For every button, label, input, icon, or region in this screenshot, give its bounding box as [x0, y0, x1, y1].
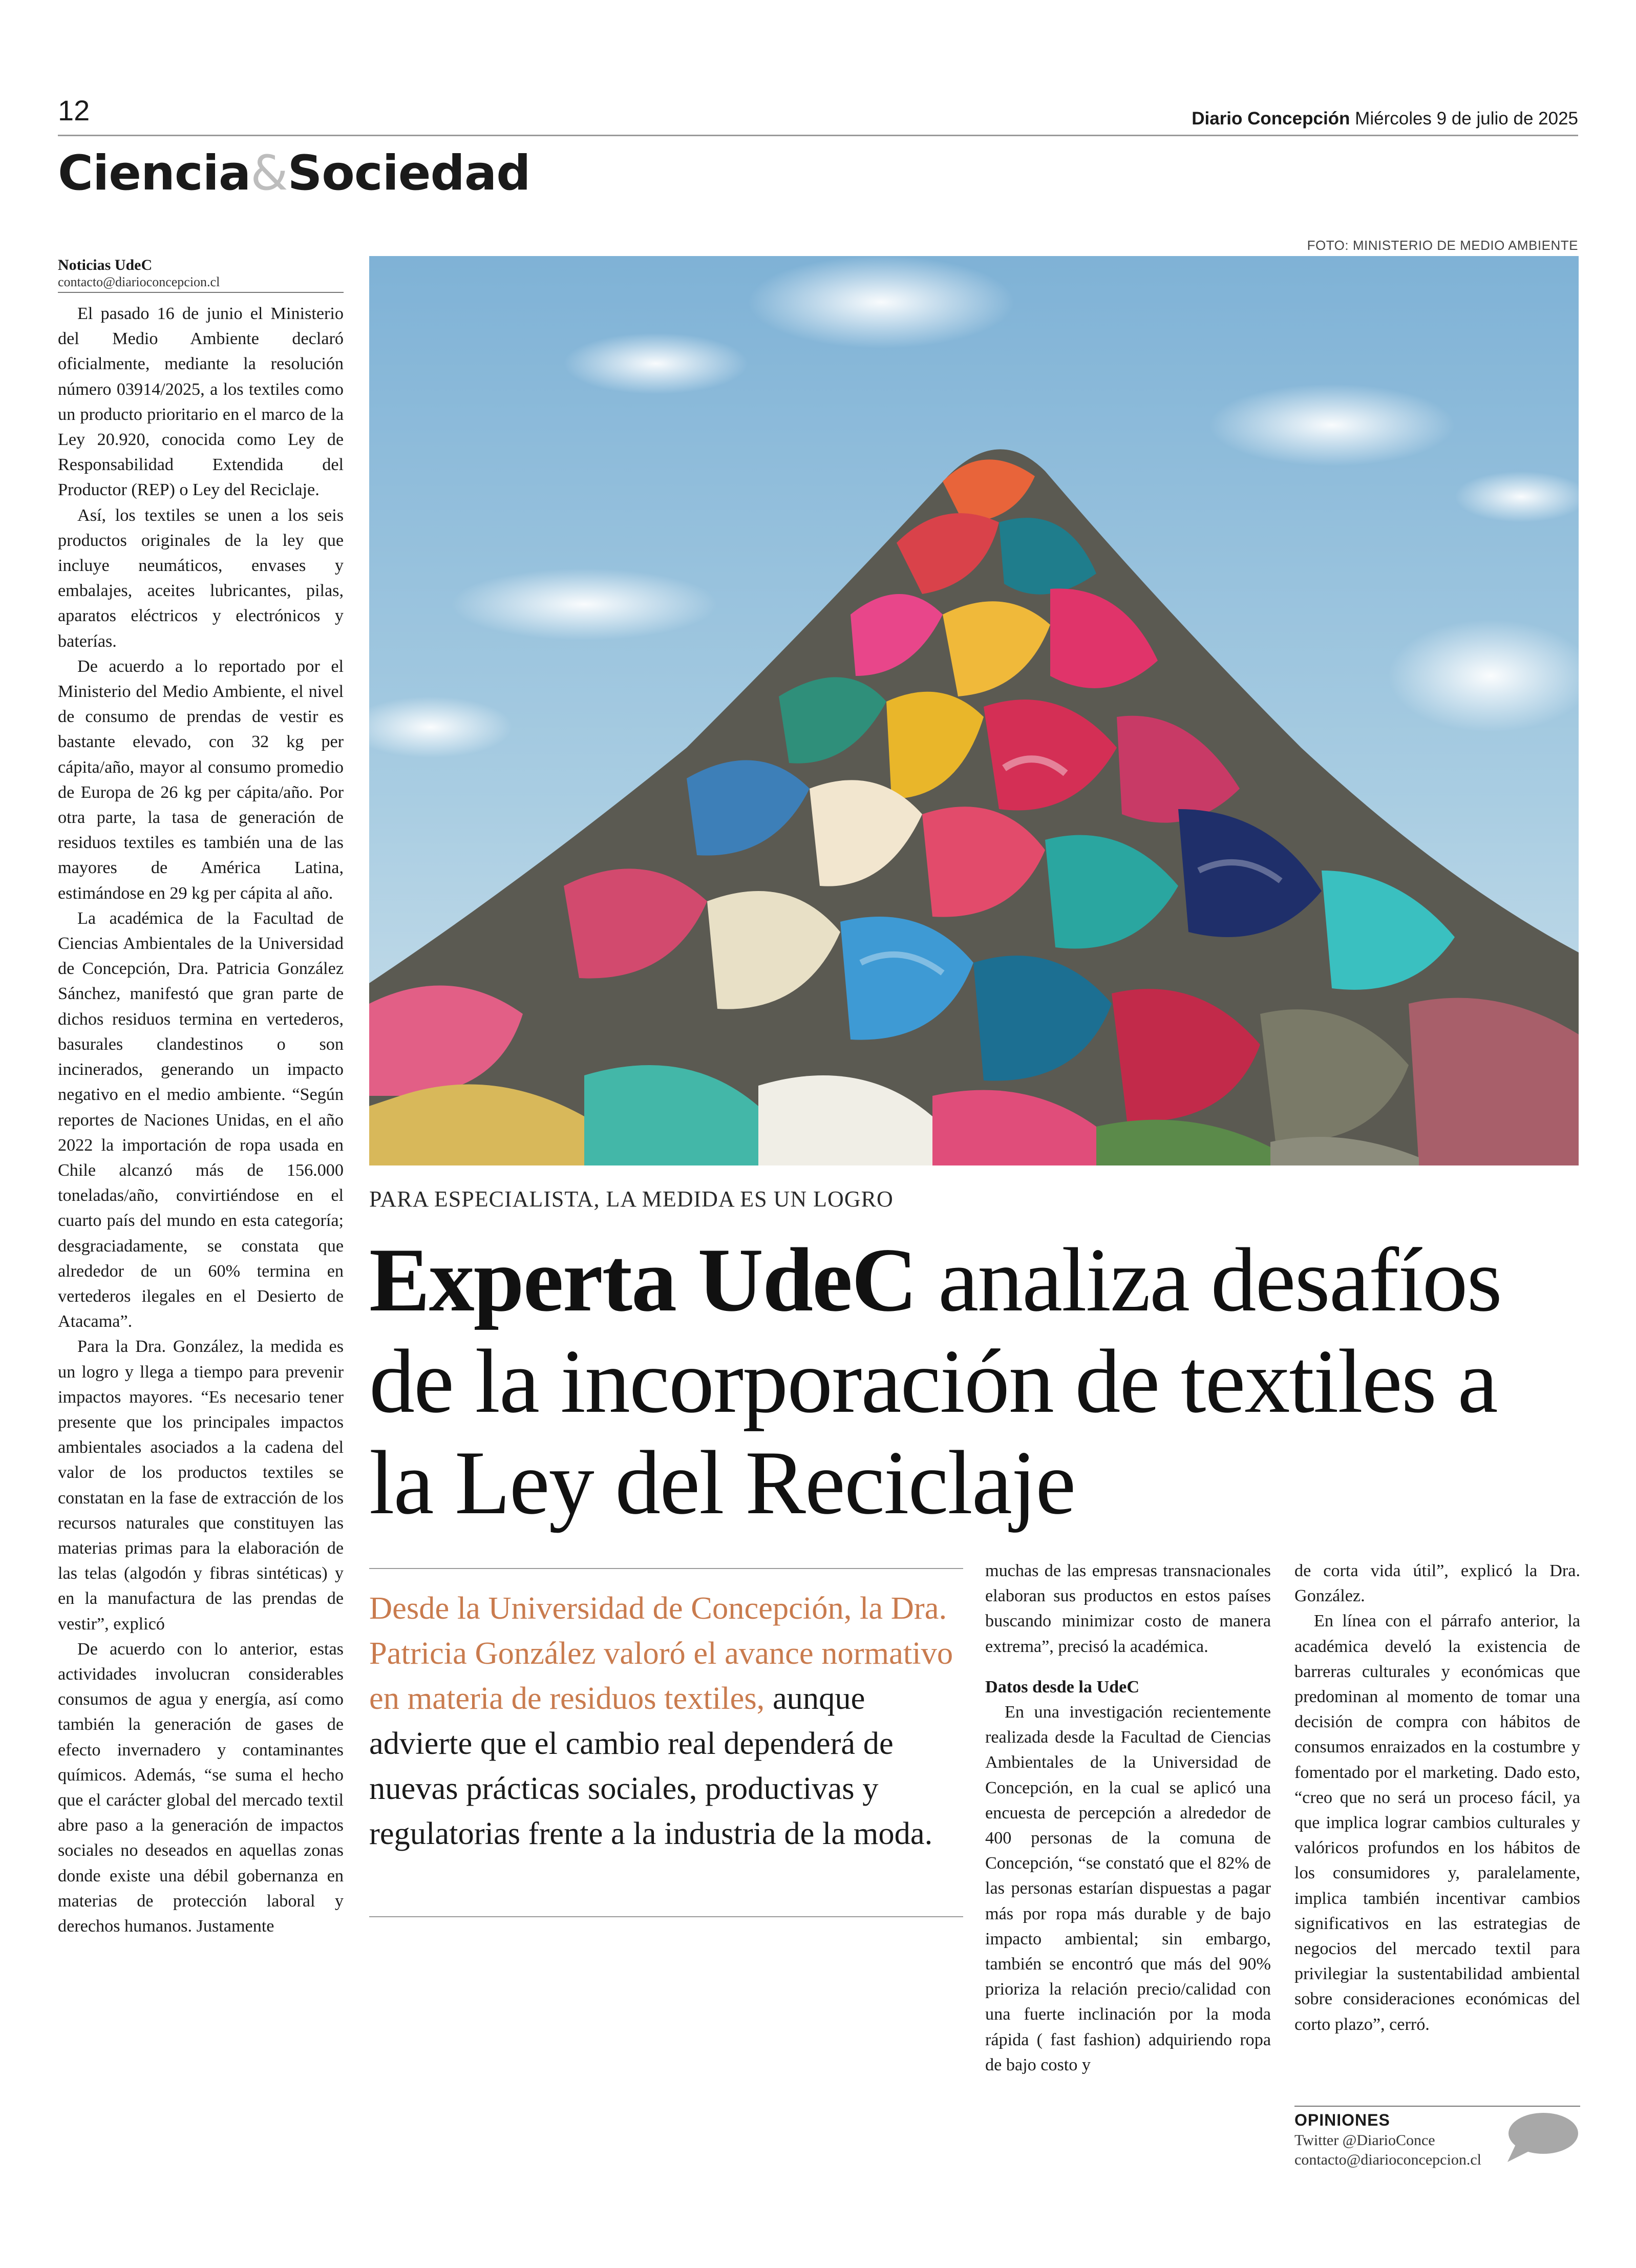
section-ampersand: &: [250, 145, 288, 201]
paragraph: De acuerdo a lo reportado por el Ministerio del Medio Ambiente, el nivel de consumo de prendas de vestir es bastante elevado, con 32 kg per cápita/año, mayor al consumo promedio de Europa de 26 kg per cápita/año. Por otra parte, la tasa de generación de residuos textiles es también una de las mayores de América Latina, estimándose en 29 kg per cápita al año.: [58, 656, 344, 903]
headline-bold: Experta UdeC: [369, 1229, 917, 1330]
issue-date: Miércoles 9 de julio de 2025: [1355, 109, 1578, 129]
paragraph: de corta vida útil”, explicó la Dra. González.: [1294, 1561, 1580, 1606]
paragraph: De acuerdo con lo anterior, estas actividades involucran considerables consumos de agua y energía, así como también la generación de gases de efecto invernadero y contaminantes químicos. Además, “se suma el hecho que el carácter global del mercado textil abre paso a la generación de impactos sociales no deseados en aquellas zonas donde existe una débil gobernanza en materias de protección laboral y derechos humanos. Justamente: [58, 1639, 344, 1936]
paragraph: El pasado 16 de junio el Ministerio del Medio Ambiente declaró oficialmente, mediante la resolución número 03914/2025, a los textiles como un producto prioritario en el marco de la Ley 20.920, conocida como Ley de Responsabilidad Extendida del Productor (REP) o Ley del Reciclaje.: [58, 304, 344, 500]
paragraph: En una investigación recientemente realizada desde la Facultad de Ciencias Ambientales de la Universidad de Concepción, en la cual se aplicó una encuesta de percepción a alrededor de 400 personas de la comuna de Concepción, “se constató que el 82% de las personas estarían dispuestas a pagar más por ropa más durable y de bajo impacto ambiental; sin embargo, también se encontró que más del 90% prioriza la relación precio/calidad con una fuerte inclinación por la moda rápida ( fast fashion) adquiriendo ropa de bajo costo y: [985, 1703, 1271, 2074]
paragraph: En línea con el párrafo anterior, la académica develó la existencia de barreras culturales y económicas que predominan al momento de tomar una decisión de compra con hábitos de consumos enraizados en la costumbre y fomentado por el marketing. Dado esto, “creo que no será un proceso fácil, ya que implica lograr cambios culturales y valóricos profundos en los hábitos de los consumidores y, paralelamente, implica también incentivar cambios significativos en las estrategias de negocios del mercado textil para privilegiar la sustentabilidad ambiental sobre consideraciones económicas del corto plazo”, cerró.: [1294, 1612, 1580, 2034]
paragraph: Para la Dra. González, la medida es un logro y llega a tiempo para prevenir impactos mayores. “Es necesario tener presente que los principales impactos ambientales asociados a la cadena del valor de los productos textiles se constatan en la fase de extracción de los recursos naturales que constituyen las materias primas para la elaboración de las telas (algodón y fibras sintéticas) y en la manufactura de las prendas de vestir”, explicó: [58, 1337, 344, 1634]
lead-accent: Desde la Universidad de Concepción, la Dra. Patricia González valoró el avance normativo en materia de residuos textiles,: [369, 1590, 953, 1716]
byline-email: contacto@diarioconcepcion.cl: [58, 274, 220, 289]
article-column-3: [985, 1558, 1271, 2078]
lead-rule-bottom: [369, 1916, 963, 1917]
paragraph: La académica de la Facultad de Ciencias Ambientales de la Universidad de Concepción, Dra. Patricia González Sánchez, manifestó que gran parte de dichos residuos termina en vertederos, basurales clandestinos o son incinerados, generando un impacto negativo en el medio ambiente. “Según reportes de Naciones Unidas, en el año 2022 la importación de ropa usada en Chile alcanzó más de 156.000 toneladas/año, convirtiéndose en el cuarto país del mundo en esta categoría; desgraciadamente, se constata que alrededor de un 60% termina en vertederos ilegales en el Desierto de Atacama”.: [58, 908, 344, 1331]
subheading: Datos desde la UdeC: [985, 1677, 1140, 1697]
clothing-pile-illustration: [369, 256, 1579, 1165]
opinions-email: contacto@diarioconcepcion.cl: [1294, 2151, 1481, 2168]
paragraph: muchas de las empresas transnacionales elaboran sus productos en estos países buscando minimizar costo de manera extrema”, precisó la académica.: [985, 1561, 1271, 1656]
opinions-rule: [1294, 2106, 1580, 2107]
page-number: 12: [58, 94, 90, 126]
header-rule: [58, 135, 1578, 136]
article-headline: [369, 1229, 1579, 1533]
section-part2: Sociedad: [287, 145, 530, 201]
paragraph: Así, los textiles se unen a los seis productos originales de la ley que incluye neumáticos, envases y embalajes, aceites lubricantes, pilas, aparatos eléctricos y electrónicos y baterías.: [58, 505, 344, 651]
clothing-pile-photo: [369, 256, 1579, 1165]
lead-rest: aunque advierte que el cambio real dependerá de nuevas prácticas sociales, productivas y regulatorias frente a la industria de la moda.: [369, 1680, 933, 1851]
article-lead: [369, 1585, 963, 1856]
byline: [58, 256, 344, 290]
opinions-title: OPINIONES: [1294, 2111, 1390, 2129]
byline-name: Noticias UdeC: [58, 257, 153, 273]
article-column-1: [58, 301, 344, 1939]
photo-credit: FOTO: MINISTERIO DE MEDIO AMBIENTE: [1307, 238, 1578, 253]
section-title: [58, 145, 530, 201]
masthead: [1192, 109, 1578, 129]
article-kicker: PARA ESPECIALISTA, LA MEDIDA ES UN LOGRO: [369, 1186, 894, 1212]
section-part1: Ciencia: [58, 145, 251, 201]
byline-rule: [58, 292, 344, 293]
article-column-4: [1294, 1558, 1580, 2037]
headline-rest: analiza desafíos de la incorporación de textiles a la Ley del Reciclaje: [369, 1229, 1501, 1533]
speech-bubble-icon: [1504, 2111, 1580, 2164]
paper-name: Diario Concepción: [1192, 109, 1350, 129]
lead-rule-top: [369, 1568, 963, 1569]
opinions-twitter: Twitter @DiarioConce: [1294, 2132, 1435, 2149]
